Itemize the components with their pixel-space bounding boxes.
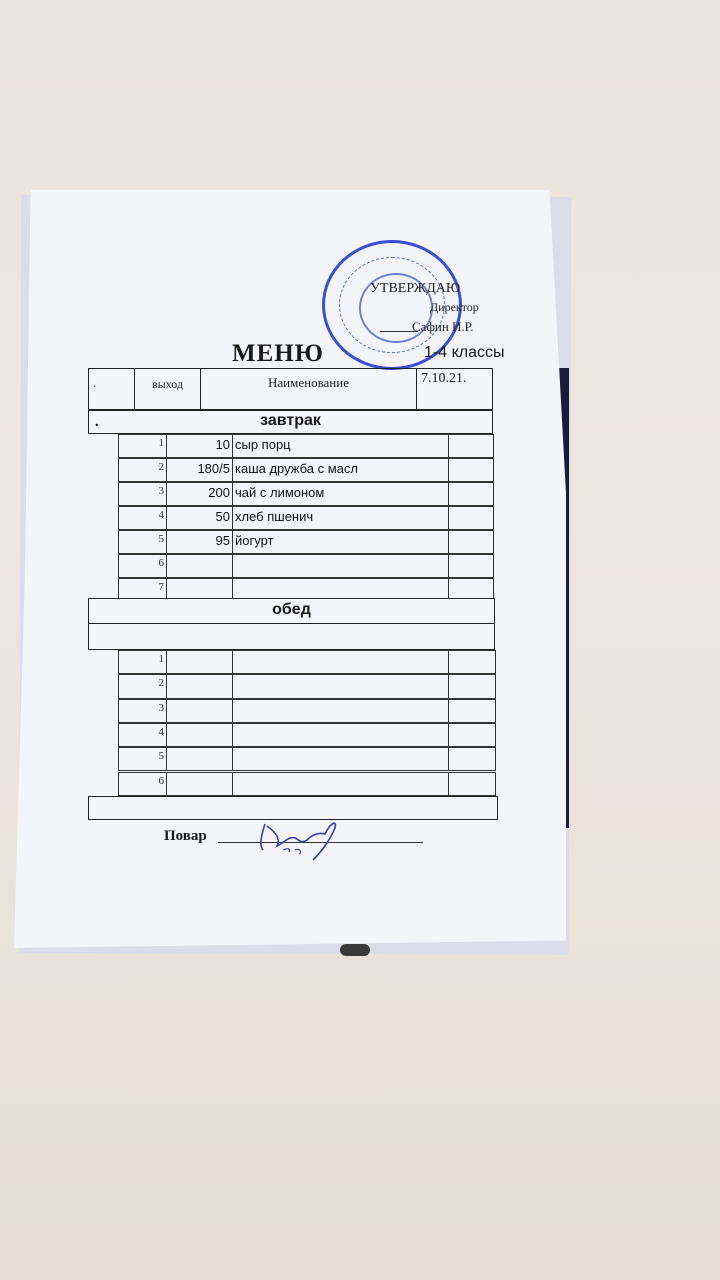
row-number: 1 [119,435,167,457]
row-number: 3 [119,700,167,722]
row-dish-name: сыр порц [233,435,449,457]
row-extra-cell [449,724,497,746]
table-row [118,650,496,674]
breakfast-section-header [88,410,493,434]
header-number-col: . [89,369,135,409]
table-row [118,723,496,747]
row-output: 200 [167,483,233,505]
row-dish-name: чай с лимоном [233,483,449,505]
row-number: 5 [119,748,167,770]
row-extra-cell [449,507,495,529]
row-number: 5 [119,531,167,553]
row-extra-cell [449,773,497,795]
breakfast-marker: . [95,415,99,430]
header-date: 7.10.21. [421,371,467,386]
approve-label: УТВЕРЖДАЮ [370,281,461,296]
cook-signature [255,818,345,864]
header-name-col: Наименование [201,369,417,409]
row-output: 50 [167,507,233,529]
row-output [167,675,233,697]
table-footer-row [88,796,498,820]
row-extra-cell [449,700,497,722]
row-extra-cell [449,435,495,457]
lunch-section-header [88,598,495,624]
table-row [118,482,494,506]
row-number: 2 [119,459,167,481]
row-extra-cell [449,675,497,697]
row-output [167,724,233,746]
row-extra-cell [449,459,495,481]
row-dish-name [233,748,449,770]
row-dish-name: хлеб пшенич [233,507,449,529]
row-number: 3 [119,483,167,505]
row-output [167,773,233,795]
page-title: МЕНЮ [232,340,324,367]
table-row [118,772,496,796]
row-output [167,748,233,770]
table-row [118,434,494,458]
header-output-col: выход [135,369,201,409]
classes-label: 1-4 классы [424,344,505,361]
row-dish-name [233,675,449,697]
row-extra-cell [449,555,495,577]
row-output: 180/5 [167,459,233,481]
row-number: 6 [119,773,167,795]
row-dish-name: йогурт [233,531,449,553]
row-dish-name [233,724,449,746]
table-row [118,506,494,530]
row-extra-cell [449,531,495,553]
row-output [167,700,233,722]
row-dish-name [233,773,449,795]
table-row [118,674,496,698]
row-extra-cell [449,748,497,770]
row-output [167,555,233,577]
table-row [118,530,494,554]
row-dish-name [233,700,449,722]
cook-label: Повар [164,828,207,844]
row-number: 6 [119,555,167,577]
table-row [118,747,496,771]
table-row [118,699,496,723]
table-row [118,554,494,578]
row-number: 2 [119,675,167,697]
table-row [118,458,494,482]
row-number: 4 [119,724,167,746]
table-header [88,368,493,410]
row-number: 7 [119,579,167,601]
binder-clip [340,944,370,956]
row-output: 10 [167,435,233,457]
row-extra-cell [449,483,495,505]
row-dish-name: каша дружба с масл [233,459,449,481]
row-number: 4 [119,507,167,529]
lunch-blank-row [88,624,495,650]
row-dish-name [233,555,449,577]
breakfast-title: завтрак [260,412,321,429]
row-number: 1 [119,651,167,673]
director-label: Директор [430,300,479,314]
row-output [167,651,233,673]
lunch-title: обед [272,601,311,618]
row-output: 95 [167,531,233,553]
director-name: Сафин И.Р. [412,319,474,334]
row-extra-cell [449,651,497,673]
row-dish-name [233,651,449,673]
